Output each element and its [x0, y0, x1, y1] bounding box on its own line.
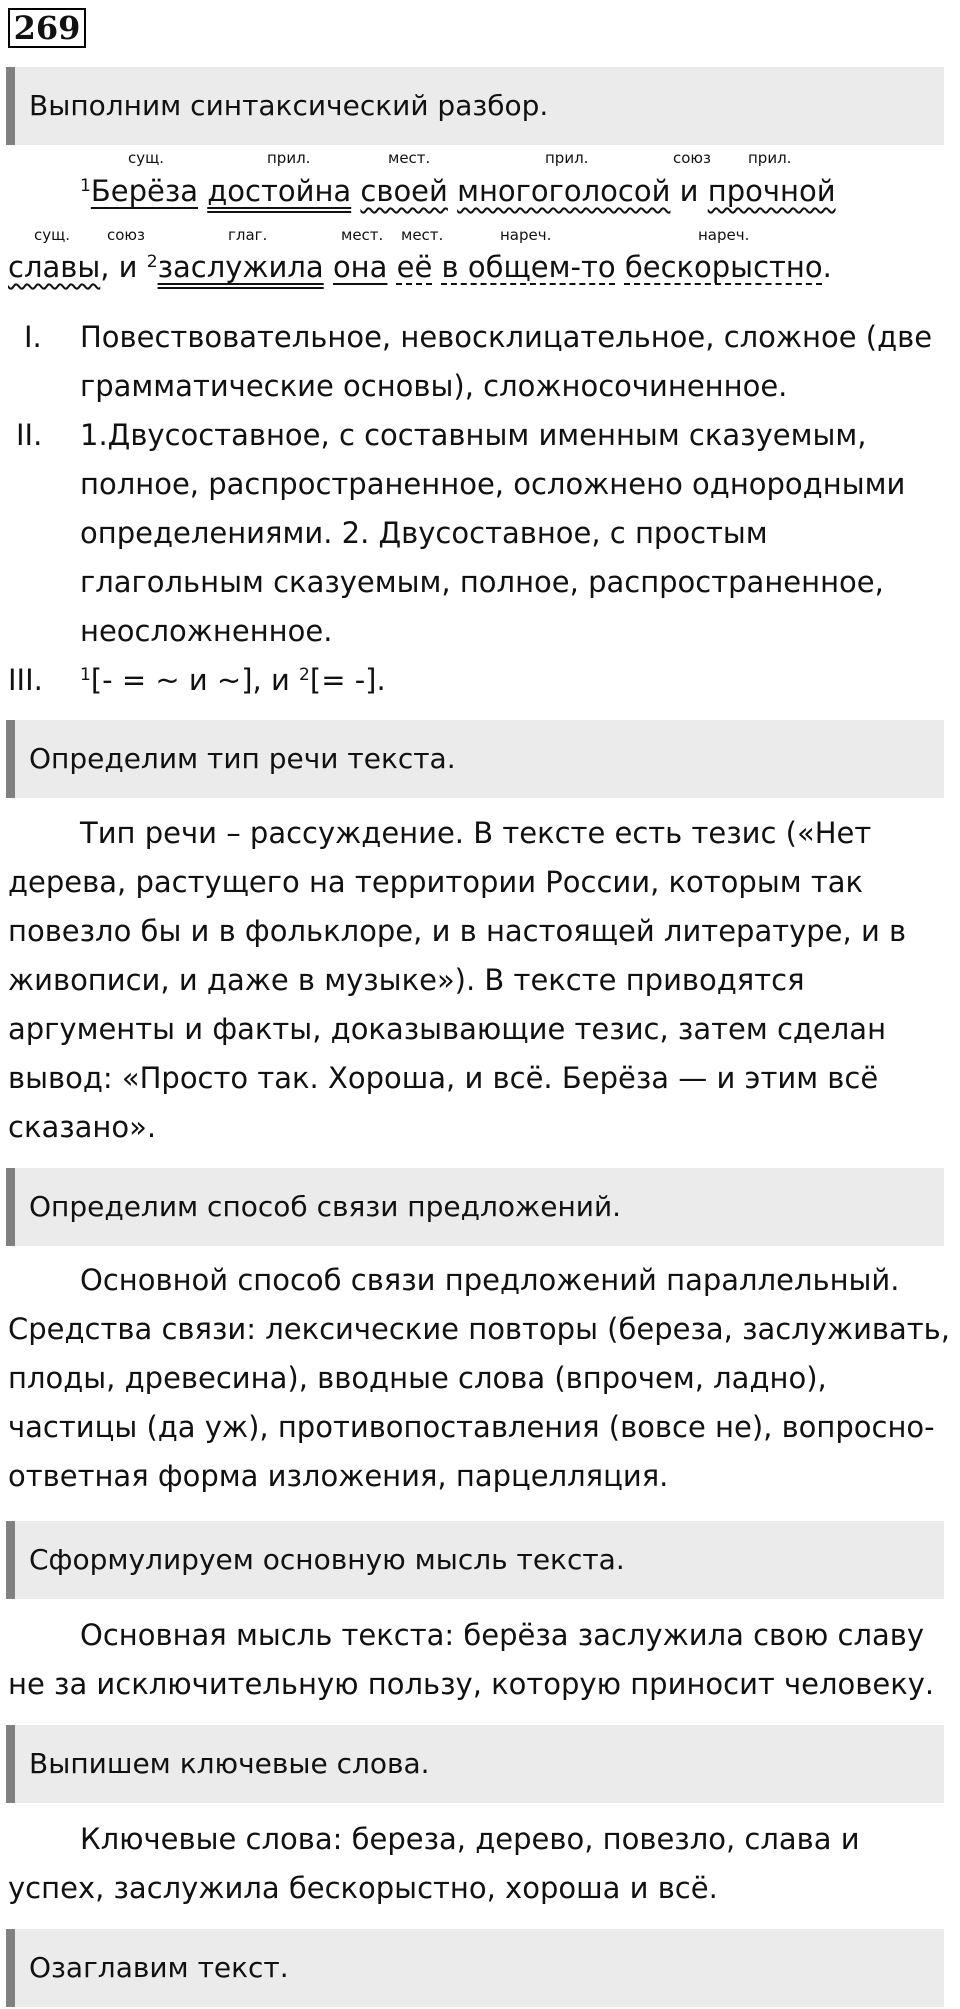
list-marker: II.: [16, 418, 43, 452]
pos-tag: мест.: [341, 226, 384, 244]
attribute-word: своей: [360, 174, 448, 208]
predicate-word: заслужила: [157, 250, 324, 284]
paragraph-line: Тип речи – рассуждение. В тексте есть тезис («Нет: [80, 816, 872, 850]
conjunction-word: , и: [100, 250, 147, 284]
clause-number: 1: [80, 665, 91, 685]
paragraph-line: Основная мысль текста: берёза заслужила свою славу: [80, 1618, 925, 1652]
clause-number: 2: [299, 665, 310, 685]
paragraph-line: ответная форма изложения, парцелляция.: [8, 1459, 669, 1493]
pos-tag: мест.: [401, 226, 444, 244]
scheme-text: [80, 663, 386, 697]
section-heading-main-idea: Сформулируем основную мысль текста.: [6, 1521, 944, 1599]
paragraph-line: Основной способ связи предложений параллельный.: [80, 1263, 900, 1297]
pos-tag: союз: [107, 226, 146, 244]
paragraph-line: частицы (да уж), противопоставления (вовсе не), вопросно-: [8, 1410, 935, 1444]
list-item-text: определениями. 2. Двусоставное, с простым: [80, 516, 768, 550]
paragraph-line: успех, заслужила бескорыстно, хороша и всё.: [8, 1871, 718, 1905]
list-marker: I.: [24, 320, 42, 354]
section-heading-syntax: Выполним синтаксический разбор.: [6, 67, 944, 145]
adverbial-word: бескорыстно: [624, 250, 823, 284]
pos-tag: нареч.: [500, 226, 552, 244]
section-heading-connection: Определим способ связи предложений.: [6, 1168, 944, 1246]
section-heading-keywords: Выпишем ключевые слова.: [6, 1725, 944, 1803]
subject-word: Берёза: [90, 174, 199, 208]
section-heading-speech-type: Определим тип речи текста.: [6, 720, 944, 798]
object-word: её: [396, 250, 433, 284]
clause-number: 1: [80, 176, 91, 196]
pos-tag: прил.: [748, 149, 792, 167]
pos-tag: мест.: [388, 149, 431, 167]
attribute-word: прочной: [707, 174, 836, 208]
pos-tag: сущ.: [128, 149, 165, 167]
scheme-part: [= -].: [309, 663, 386, 697]
paragraph-line: плоды, древесина), вводные слова (впрочем, ладно),: [8, 1361, 827, 1395]
paragraph-line: повезло бы и в фольклоре, и в настоящей литературе, и в: [8, 914, 907, 948]
list-item-text: неосложненное.: [80, 614, 333, 648]
pos-tag: союз: [673, 149, 712, 167]
attribute-word: многоголосой: [457, 174, 671, 208]
task-number: 269: [8, 8, 86, 48]
period: .: [822, 250, 832, 284]
paragraph-line: дерева, растущего на территории России, которым так: [8, 865, 864, 899]
pos-tag: глаг.: [228, 226, 268, 244]
scheme-part: [- = ~ и ~], и: [90, 663, 300, 697]
pos-tag: прил.: [545, 149, 589, 167]
paragraph-line: не за исключительную пользу, которую приносит человеку.: [8, 1667, 935, 1701]
paragraph-line: Ключевые слова: береза, дерево, повезло, слава и: [80, 1822, 860, 1856]
list-marker: III.: [8, 663, 43, 697]
conjunction-word: и: [679, 174, 699, 208]
adverbial-word: в общем-то: [441, 250, 616, 284]
parsed-sentence-line-1: [80, 174, 836, 208]
paragraph-line: сказано».: [8, 1110, 157, 1144]
attribute-word: славы: [8, 250, 101, 284]
paragraph-line: живописи, и даже в музыке»). В тексте приводятся: [8, 963, 805, 997]
list-item-text: Повествовательное, невосклицательное, сложное (две: [80, 320, 933, 354]
pos-tag: сущ.: [34, 226, 71, 244]
list-item-text: глагольным сказуемым, полное, распространенное,: [80, 565, 884, 599]
list-item-text: 1.Двусоставное, с составным именным сказуемым,: [80, 418, 867, 452]
clause-number: 2: [146, 252, 158, 272]
paragraph-line: Средства связи: лексические повторы (береза, заслуживать,: [8, 1312, 950, 1346]
paragraph-line: аргументы и факты, доказывающие тезис, затем сделан: [8, 1012, 887, 1046]
parsed-sentence-line-2: [8, 250, 832, 284]
section-heading-title: Озаглавим текст.: [6, 1929, 944, 2007]
predicate-word: достойна: [207, 174, 352, 208]
list-item-text: полное, распространенное, осложнено однородными: [80, 467, 906, 501]
pos-tag: прил.: [267, 149, 311, 167]
pos-tag: нареч.: [698, 226, 750, 244]
subject-word: она: [332, 250, 388, 284]
paragraph-line: вывод: «Просто так. Хороша, и всё. Берёза — и этим всё: [8, 1061, 879, 1095]
list-item-text: грамматические основы), сложносочиненное.: [80, 369, 788, 403]
